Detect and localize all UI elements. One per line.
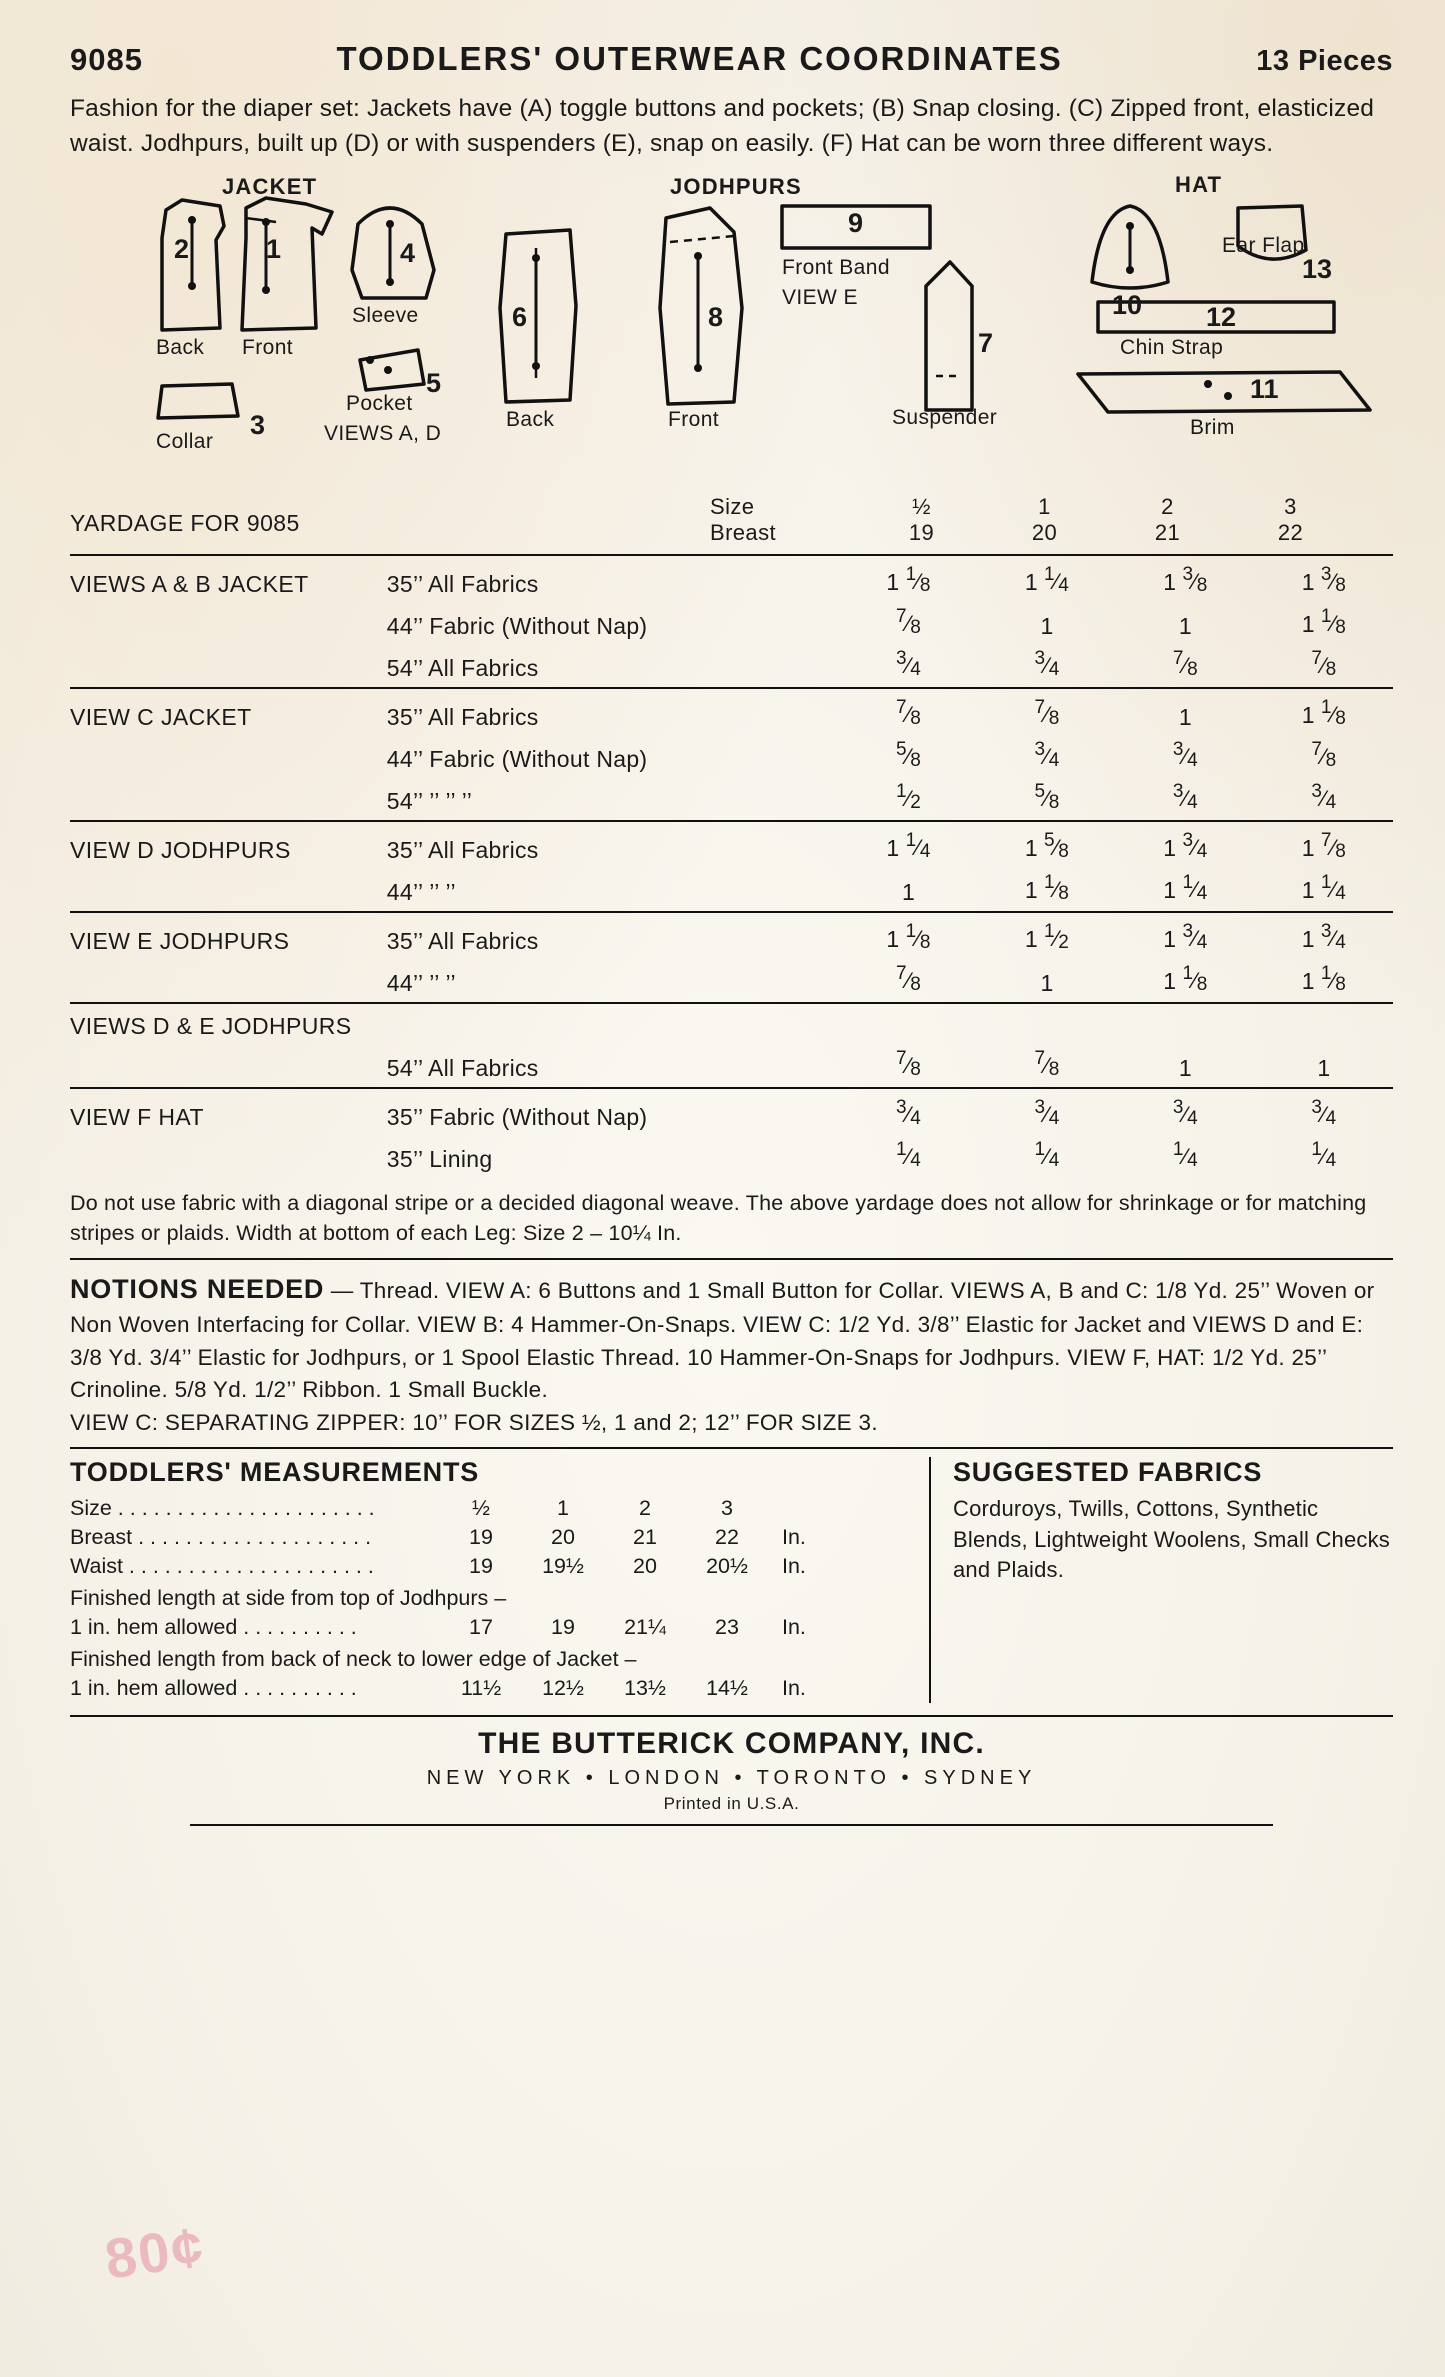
- yardage-fabric-label: 44’’ ’’ ’’: [386, 969, 456, 996]
- measurement-value: 20: [633, 1554, 657, 1579]
- pattern-number: 9085: [70, 42, 143, 77]
- piece-label-ear-flap: Ear Flap: [1222, 233, 1305, 257]
- piece-label-jodhpurs-front: Front: [668, 407, 720, 431]
- yardage-cell: 1: [902, 878, 915, 905]
- piece-label-collar: Collar: [156, 429, 214, 453]
- yardage-cell: $^3$⁄4: [1311, 780, 1337, 813]
- measurement-row: [70, 1613, 915, 1642]
- yardage-fabric-label: 35’’ Lining: [386, 1145, 493, 1172]
- yardage-fabric-label: [387, 1003, 839, 1045]
- measurement-value: 3: [721, 1496, 733, 1521]
- size-value: 1: [1038, 493, 1051, 519]
- piece-label-pocket-views: VIEWS A, D: [324, 421, 442, 445]
- yardage-cell: 1 $^3$⁄8: [1116, 555, 1254, 603]
- yardage-cell: 1 $^1$⁄4: [1163, 871, 1208, 904]
- yardage-cell: $^3$⁄4: [1255, 1088, 1394, 1136]
- measurement-unit: In.: [782, 1676, 806, 1701]
- piece-label-front-band: Front Band: [782, 255, 890, 279]
- yardage-section: [70, 494, 1393, 1248]
- notions-zipper: VIEW C: SEPARATING ZIPPER: 10’’ FOR SIZES ½, 1 and 2; 12’’ FOR SIZE 3.: [70, 1409, 878, 1435]
- yardage-view-label: VIEWS D & E JODHPURS: [70, 1003, 387, 1045]
- yardage-table: [70, 554, 1393, 1178]
- yardage-view-label: [70, 736, 387, 778]
- yardage-cell: $^7$⁄8: [896, 1047, 921, 1080]
- measurement-value: 19½: [542, 1554, 584, 1579]
- price-stamp: 80¢: [101, 2214, 209, 2291]
- yardage-row: [70, 1136, 1393, 1178]
- company-cities: NEW YORK • LONDON • TORONTO • SYDNEY: [426, 1767, 1037, 1790]
- measurement-value: 21¼: [624, 1615, 666, 1640]
- measurement-value: 17: [469, 1615, 493, 1640]
- piece-num-8: 8: [708, 301, 724, 332]
- piece-num-10: 10: [1112, 289, 1143, 320]
- yardage-fabric-label: 44’’ Fabric (Without Nap): [386, 745, 648, 772]
- yardage-cell: $^3$⁄4: [1172, 738, 1198, 771]
- pieces-count: 13 Pieces: [1256, 45, 1393, 77]
- yardage-view-label: [70, 869, 387, 912]
- printed-in: Printed in U.S.A.: [663, 1794, 800, 1814]
- yardage-cell: 1 $^1$⁄4: [1301, 871, 1346, 904]
- yardage-view-label: [70, 645, 387, 688]
- piece-num-12: 12: [1206, 301, 1237, 332]
- size-value: ½: [912, 493, 931, 519]
- breast-value: 21: [1154, 519, 1181, 545]
- yardage-title: YARDAGE FOR 9085: [70, 509, 300, 536]
- measurement-label: 1 in. hem allowed . . . . . . . . . .: [70, 1615, 357, 1640]
- yardage-cell: 1 $^1$⁄2: [978, 912, 1116, 960]
- piece-label-front-band-view: VIEW E: [782, 285, 858, 309]
- yardage-cell: $^3$⁄4: [1116, 1088, 1254, 1136]
- yardage-footnote: Do not use fabric with a diagonal stripe or a decided diagonal weave. The above yardage does not allow for shrinkage or for matching stripes or plaids. Width at bottom of each Leg: Size 2 – 10¼ In.: [70, 1190, 1367, 1245]
- yardage-cell: $^7$⁄8: [1311, 738, 1337, 771]
- yardage-fabric-label: 35’’ All Fabrics: [387, 912, 839, 960]
- yardage-row: [70, 603, 1393, 645]
- yardage-cell: $^1$⁄4: [1311, 1138, 1337, 1171]
- measurement-value: 13½: [624, 1676, 666, 1701]
- piece-outlines: [70, 178, 1400, 488]
- yardage-cell: 1 $^1$⁄8: [1301, 962, 1346, 995]
- yardage-cell: $^3$⁄4: [1172, 780, 1198, 813]
- measurement-label: Size . . . . . . . . . . . . . . . . . . . . . .: [70, 1496, 375, 1521]
- measurement-value: 21: [633, 1525, 657, 1550]
- yardage-fabric-label: 35’’ All Fabrics: [387, 688, 839, 736]
- notions-section: [70, 1270, 1393, 1440]
- measurement-value: 20½: [706, 1554, 748, 1579]
- measurement-value: 20: [551, 1525, 575, 1550]
- yardage-row: [70, 960, 1393, 1003]
- measurement-value: 1: [557, 1496, 569, 1521]
- piece-num-3: 3: [250, 409, 266, 440]
- yardage-fabric-label: 35’’ All Fabrics: [387, 555, 839, 603]
- group-label-jacket: JACKET: [222, 173, 318, 199]
- piece-label-front: Front: [242, 335, 294, 359]
- yardage-cell: $^3$⁄4: [978, 1088, 1116, 1136]
- breast-value: 20: [1031, 519, 1058, 545]
- page-title: TODDLERS' OUTERWEAR COORDINATES: [336, 40, 1063, 77]
- yardage-cell: 1: [1040, 969, 1054, 996]
- group-label-jodhpurs: JODHPURS: [670, 173, 802, 199]
- yardage-cell: $^1$⁄4: [896, 1138, 921, 1171]
- measurement-row: [70, 1674, 915, 1703]
- yardage-view-label: VIEW F HAT: [70, 1088, 387, 1136]
- yardage-row: [70, 1003, 1393, 1045]
- yardage-cell: $^7$⁄8: [978, 688, 1116, 736]
- measurement-value: 22: [715, 1525, 739, 1550]
- piece-num-6: 6: [512, 301, 528, 332]
- group-label-hat: HAT: [1175, 171, 1223, 197]
- yardage-fabric-label: 54’’ All Fabrics: [386, 1054, 539, 1081]
- piece-label-sleeve: Sleeve: [352, 303, 419, 327]
- measurement-value: 12½: [542, 1676, 584, 1701]
- yardage-row: [70, 736, 1393, 778]
- yardage-fabric-label: 44’’ ’’ ’’: [386, 878, 456, 905]
- measurement-value: 14½: [706, 1676, 748, 1701]
- yardage-cell: 1 $^3$⁄4: [1116, 912, 1254, 960]
- yardage-view-label: [70, 778, 387, 821]
- yardage-cell: $^7$⁄8: [839, 688, 977, 736]
- yardage-cell: 1 $^1$⁄8: [839, 555, 977, 603]
- breast-value: 22: [1277, 519, 1304, 545]
- yardage-cell: $^7$⁄8: [896, 962, 921, 995]
- yardage-fabric-label: 35’’ All Fabrics: [387, 821, 839, 869]
- size-value: 3: [1284, 493, 1297, 519]
- yardage-cell: $^5$⁄8: [1034, 780, 1060, 813]
- header: [70, 40, 1393, 78]
- yardage-row: [70, 645, 1393, 688]
- yardage-breast-row: [710, 520, 1393, 546]
- yardage-cell: 1 $^1$⁄8: [1163, 962, 1208, 995]
- yardage-cell: 1 $^1$⁄8: [1301, 605, 1346, 638]
- piece-num-7: 7: [978, 327, 994, 358]
- yardage-cell: 1: [1116, 688, 1254, 736]
- measurement-row: [70, 1552, 915, 1581]
- yardage-view-label: VIEWS A & B JACKET: [70, 555, 387, 603]
- measurement-unit: In.: [782, 1615, 806, 1640]
- breast-label: Breast: [710, 519, 776, 545]
- measurement-label: Waist . . . . . . . . . . . . . . . . . . . . .: [70, 1554, 374, 1579]
- piece-diagram-area: [70, 171, 1393, 488]
- yardage-cell: 1 $^1$⁄8: [1024, 871, 1069, 904]
- yardage-view-label: VIEW D JODHPURS: [70, 821, 387, 869]
- yardage-row: [70, 778, 1393, 821]
- piece-num-9: 9: [848, 207, 864, 238]
- yardage-cell: 1 $^1$⁄8: [1255, 688, 1394, 736]
- measurement-row: [70, 1523, 915, 1552]
- yardage-cell: 1 $^1$⁄8: [839, 912, 977, 960]
- yardage-cell: $^3$⁄4: [1034, 738, 1060, 771]
- yardage-view-label: [70, 603, 387, 645]
- piece-label-jodhpurs-back: Back: [506, 407, 555, 431]
- yardage-row: [70, 1045, 1393, 1088]
- piece-label-back: Back: [156, 335, 205, 359]
- measurement-unit: In.: [782, 1554, 806, 1579]
- piece-num-13: 13: [1302, 253, 1333, 284]
- yardage-cell: [978, 1003, 1116, 1045]
- measurement-value: 2: [639, 1496, 651, 1521]
- measurement-value: ½: [472, 1496, 490, 1521]
- yardage-cell: 1 $^5$⁄8: [978, 821, 1116, 869]
- yardage-size-row: [710, 494, 1393, 520]
- yardage-cell: 1: [1040, 612, 1054, 639]
- yardage-cell: 1 $^1$⁄4: [978, 555, 1116, 603]
- footer: [70, 1715, 1393, 1826]
- measurement-unit: In.: [782, 1525, 806, 1550]
- piece-num-4: 4: [400, 237, 416, 268]
- yardage-row: [70, 688, 1393, 736]
- piece-num-1: 1: [266, 233, 282, 264]
- yardage-cell: $^7$⁄8: [896, 605, 921, 638]
- measurements-title: TODDLERS' MEASUREMENTS: [70, 1457, 480, 1488]
- yardage-view-label: VIEW E JODHPURS: [70, 912, 387, 960]
- measurement-label: Breast . . . . . . . . . . . . . . . . . . . .: [70, 1525, 372, 1550]
- measurement-label: 1 in. hem allowed . . . . . . . . . .: [70, 1676, 357, 1701]
- yardage-row: [70, 821, 1393, 869]
- piece-label-chin-strap: Chin Strap: [1120, 335, 1224, 359]
- yardage-cell: 1 $^3$⁄4: [1255, 912, 1394, 960]
- yardage-cell: $^7$⁄8: [1034, 1047, 1060, 1080]
- yardage-view-label: [70, 1136, 387, 1178]
- piece-label-pocket: Pocket: [346, 391, 413, 415]
- yardage-cell: 1: [1178, 612, 1192, 639]
- fabrics-text: Corduroys, Twills, Cottons, Synthetic Blends, Lightweight Woolens, Small Checks and Plaids.: [953, 1496, 1391, 1583]
- bottom-rule: [190, 1824, 1273, 1826]
- yardage-fabric-label: 54’’ All Fabrics: [386, 654, 539, 681]
- yardage-fabric-label: 54’’ ’’ ’’ ’’: [386, 787, 473, 814]
- yardage-cell: 1 $^1$⁄4: [839, 821, 977, 869]
- breast-value: 19: [908, 519, 935, 545]
- piece-label-brim: Brim: [1190, 415, 1235, 439]
- divider: [70, 1258, 1393, 1260]
- measurement-caption: Finished length from back of neck to lower edge of Jacket –: [70, 1647, 637, 1672]
- measurements-section: [70, 1447, 1393, 1703]
- description-text: Fashion for the diaper set: Jackets have (A) toggle buttons and pockets; (B) Snap closing. (C) Zipped front, elasticized waist. Jodhpurs, built up (D) or with suspenders (E), snap on easily. (F) Hat can be worn three different ways.: [70, 95, 1375, 157]
- yardage-cell: $^3$⁄4: [896, 647, 921, 680]
- piece-label-suspender: Suspender: [892, 405, 998, 429]
- yardage-row: [70, 912, 1393, 960]
- yardage-view-label: VIEW C JACKET: [70, 688, 387, 736]
- yardage-cell: $^7$⁄8: [1172, 647, 1198, 680]
- piece-num-5: 5: [426, 367, 442, 398]
- measurement-value: 23: [715, 1615, 739, 1640]
- piece-num-2: 2: [174, 233, 190, 264]
- yardage-cell: $^7$⁄8: [1311, 647, 1337, 680]
- measurement-value: 19: [551, 1615, 575, 1640]
- yardage-cell: [1116, 1003, 1254, 1045]
- size-label: Size: [710, 493, 755, 519]
- yardage-view-label: [70, 960, 387, 1003]
- yardage-cell: 1 $^7$⁄8: [1255, 821, 1394, 869]
- yardage-cell: $^3$⁄4: [839, 1088, 977, 1136]
- yardage-cell: $^1$⁄4: [1034, 1138, 1060, 1171]
- measurement-value: 19: [469, 1554, 493, 1579]
- yardage-cell: 1: [1178, 1054, 1192, 1081]
- measurement-row: [70, 1494, 915, 1523]
- size-value: 2: [1161, 493, 1174, 519]
- notions-heading: NOTIONS NEEDED: [70, 1273, 325, 1304]
- yardage-cell: 1 $^3$⁄4: [1116, 821, 1254, 869]
- yardage-row: [70, 869, 1393, 912]
- yardage-row: [70, 555, 1393, 603]
- measurement-caption: Finished length at side from top of Jodhpurs –: [70, 1586, 507, 1611]
- measurement-value: 11½: [460, 1676, 502, 1701]
- yardage-cell: 1 $^3$⁄8: [1255, 555, 1394, 603]
- yardage-row: [70, 1088, 1393, 1136]
- company-name: THE BUTTERICK COMPANY, INC.: [478, 1727, 985, 1761]
- yardage-cell: $^5$⁄8: [896, 738, 921, 771]
- measurement-value: 19: [469, 1525, 493, 1550]
- yardage-fabric-label: 44’’ Fabric (Without Nap): [386, 612, 648, 639]
- yardage-cell: $^1$⁄2: [896, 780, 921, 813]
- yardage-fabric-label: 35’’ Fabric (Without Nap): [387, 1088, 839, 1136]
- yardage-cell: $^3$⁄4: [1034, 647, 1060, 680]
- yardage-view-label: [70, 1045, 387, 1088]
- measurement-unit: [768, 1494, 842, 1523]
- yardage-cell: $^1$⁄4: [1172, 1138, 1198, 1171]
- yardage-cell: 1: [1317, 1054, 1331, 1081]
- notions-text: — Thread. VIEW A: 6 Buttons and 1 Small Button for Collar. VIEWS A, B and C: 1/8 Yd. 25’’ Woven or Non Woven Interfacing for Collar. VIEW B: 4 Hammer-On-Snaps. VIEW C: 1/2 Yd. 3/8’’ Elastic for Jacket and VIEWS D and E: 3/8 Yd. 3/4’’ Elastic for Jodhpurs, or 1 Spool Elastic Thread. 10 Hammer-On-Snaps for Jodhpurs. VIEW F, HAT: 1/2 Yd. 25’’ Crinoline. 5/8 Yd. 1/2’’ Ribbon. 1 Small Buckle.: [70, 1277, 1375, 1403]
- piece-num-11: 11: [1250, 373, 1279, 404]
- yardage-cell: [1255, 1003, 1394, 1045]
- yardage-cell: [839, 1003, 977, 1045]
- fabrics-title: SUGGESTED FABRICS: [953, 1457, 1263, 1488]
